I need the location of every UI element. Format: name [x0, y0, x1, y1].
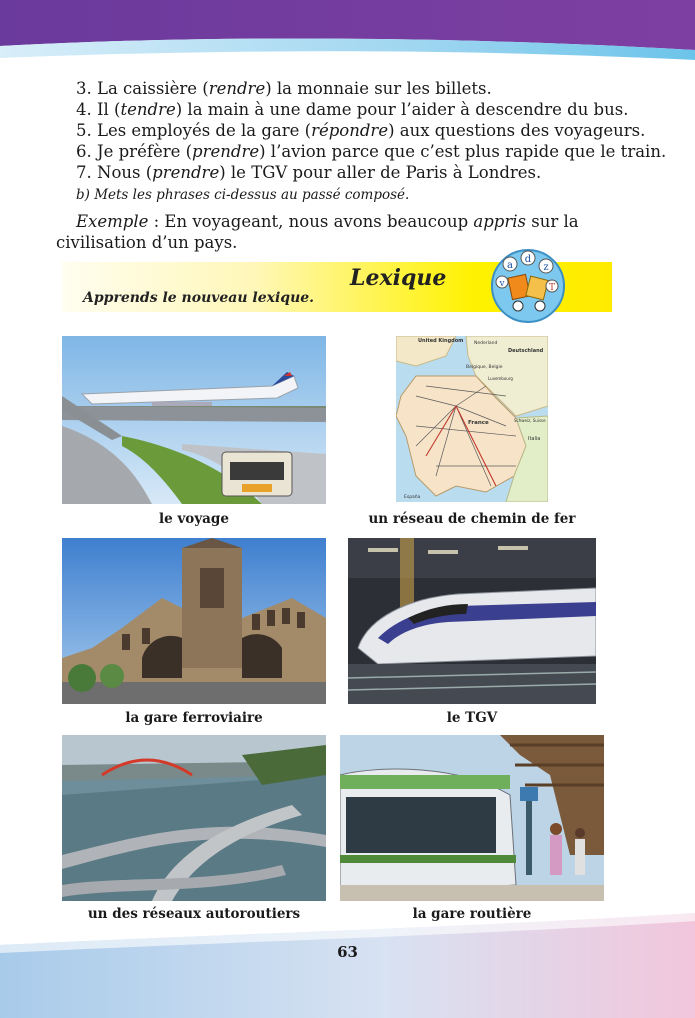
exercise-example: Exemple : En voyageant, nous avons beaucoup appris sur la civilisation d’un pays.	[56, 212, 579, 252]
exercise-line-4: 4. Il (tendre) la main à une dame pour l’aider à descendre du bus.	[76, 100, 629, 119]
caption-reseaux-autoroutiers: un des réseaux autoroutiers	[87, 906, 301, 922]
map-label: Belgique, Belgie	[466, 365, 503, 370]
logo-letter: d	[524, 254, 532, 265]
top-decorative-band	[0, 0, 695, 70]
logo-letter: a	[507, 260, 513, 271]
lexique-subtitle: Apprends le nouveau lexique.	[83, 290, 315, 306]
exercise-line-3: 3. La caissière (rendre) la monnaie sur les billets.	[76, 79, 492, 98]
photo-gare-routiere	[340, 735, 604, 901]
exercise-line-6: 6. Je préfère (prendre) l’avion parce que c’est plus rapide que le train.	[76, 142, 667, 161]
exercise-line-5: 5. Les employés de la gare (répondre) aux questions des voyageurs.	[76, 121, 646, 140]
caption-gare-ferroviaire: la gare ferroviaire	[125, 710, 263, 726]
photo-tgv	[348, 538, 596, 704]
bottom-decorative-band	[0, 905, 695, 1018]
photo-gare-ferroviaire	[62, 538, 326, 704]
photo-voyage	[62, 336, 326, 504]
exercise-instruction: b) Mets les phrases ci-dessus au passé composé.	[76, 187, 410, 203]
map-label: Luxembourg	[488, 376, 513, 381]
logo-letter: T	[548, 283, 556, 293]
exercise-line-7: 7. Nous (prendre) le TGV pour aller de Paris à Londres.	[76, 163, 542, 182]
page-number: 63	[337, 943, 358, 961]
caption-voyage: le voyage	[159, 511, 229, 527]
map-label: España	[404, 495, 421, 500]
map-railway-network	[396, 336, 548, 502]
map-label: United Kingdom	[418, 338, 464, 344]
caption-gare-routiere: la gare routière	[412, 906, 532, 922]
map-label: France	[468, 420, 489, 426]
caption-reseau-fer: un réseau de chemin de fer	[368, 511, 576, 527]
lexique-title: Lexique	[350, 265, 447, 291]
map-label: Italia	[528, 436, 541, 442]
logo-letter: z	[543, 262, 549, 273]
lexique-logo	[488, 246, 568, 326]
map-label: Deutschland	[508, 348, 544, 354]
caption-tgv: le TGV	[446, 710, 498, 726]
photo-reseaux-autoroutiers	[62, 735, 326, 901]
map-label: Schweiz, Suisse	[514, 418, 546, 423]
logo-letter: v	[499, 279, 505, 289]
map-label: Nederland	[474, 341, 498, 346]
